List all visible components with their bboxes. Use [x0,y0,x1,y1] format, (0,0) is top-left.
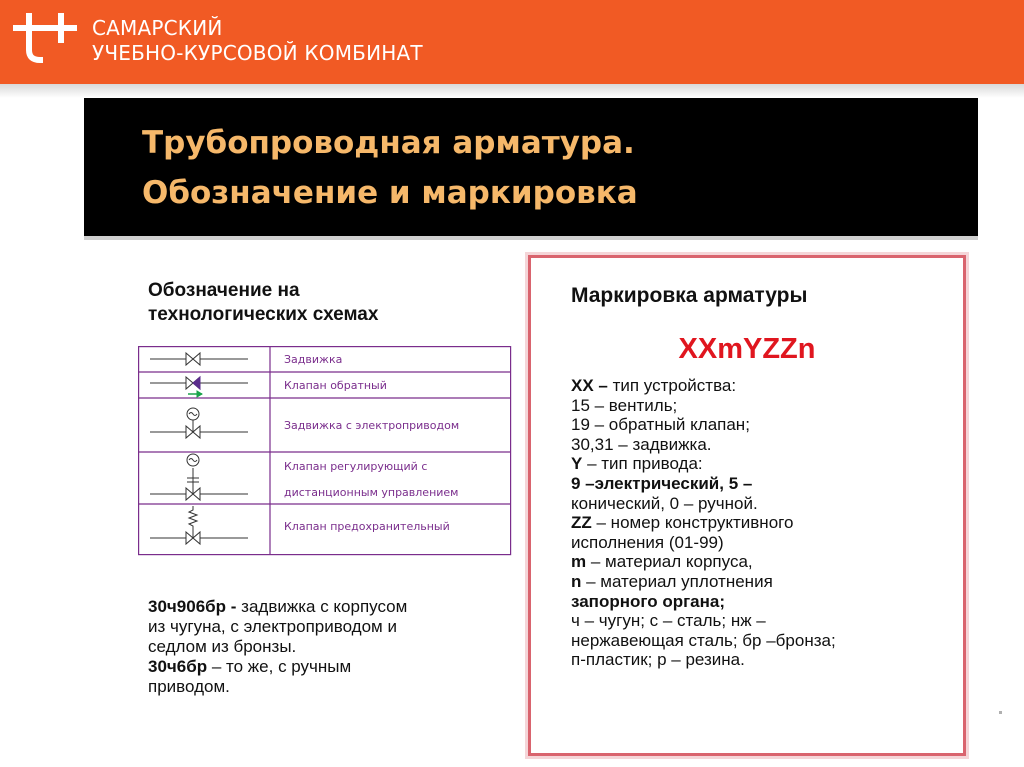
check-valve-icon [150,377,248,397]
marking-example-line5: приводом. [148,677,230,696]
marking-line: конический, 0 – ручной. [571,493,758,513]
marking-line: 19 – обратный клапан; [571,415,750,435]
valve-symbol-table [138,346,512,556]
marking-line [571,454,956,474]
decorative-dot [999,711,1002,714]
marking-example [148,597,518,697]
marking-example-text: – то же, с ручным [207,657,352,676]
marking-key: запорного органа; [571,591,726,611]
marking-line: ч – чугун; с – сталь; нж – [571,611,766,631]
title-band [84,98,978,236]
header-bar [0,0,1024,84]
marking-code-2: 30ч6бр [148,657,208,676]
slide-title-line1: Трубопроводная арматура. [142,125,635,161]
marking-value: – материал корпуса, [586,552,753,572]
marking-key: XX – [571,376,608,395]
marking-key: ZZ [571,513,592,533]
designation-heading-line2: технологических схемах [148,304,379,325]
marking-panel [528,255,966,756]
marking-example-text: задвижка с корпусом [236,597,408,616]
marking-line: нержавеющая сталь; бр –бронза; [571,630,836,650]
control-valve-icon [150,454,248,500]
symbol-label-gate-valve: Задвижка [284,353,343,366]
marking-example-line2: из чугуна, с электроприводом и [148,617,397,636]
marking-code-1: 30ч906бр - [148,597,237,616]
marking-explanation [571,376,956,670]
marking-key: Y [571,454,583,474]
designation-heading [148,279,378,327]
marking-example-line3: седлом из бронзы. [148,637,297,656]
marking-key: n [571,571,582,591]
marking-value: – материал уплотнения [581,571,773,591]
marking-value: – тип привода: [582,454,703,474]
motorized-gate-valve-icon [150,408,248,438]
organization-name [92,16,423,66]
symbol-label-control-valve-line2: дистанционным управлением [284,486,459,499]
symbol-label-motorized-gate-valve: Задвижка с электроприводом [284,419,460,432]
marking-example-line4 [148,657,518,677]
marking-heading: Маркировка арматуры [571,284,808,307]
slide-title-line2: Обозначение и маркировка [142,175,638,211]
marking-line [571,474,956,494]
marking-value: – номер конструктивного [591,513,794,533]
marking-line: п-пластик; р – резина. [571,650,745,670]
organization-name-line1: САМАРСКИЙ [92,16,223,40]
designation-heading-line1: Обозначение на [148,280,300,301]
double-cross-logo-icon [12,12,78,66]
marking-line: 15 – вентиль; [571,395,678,415]
marking-line: 30,31 – задвижка. [571,434,712,454]
marking-line [571,572,956,592]
safety-valve-icon [150,506,248,544]
marking-formula: XXmYZZn [678,333,816,365]
marking-line [571,513,956,533]
symbol-label-safety-valve: Клапан предохранительный [284,520,450,533]
marking-line: исполнения (01-99) [571,532,724,552]
marking-example-line1 [148,597,518,617]
title-band-underline [84,236,978,240]
symbol-label-check-valve: Клапан обратный [284,379,387,392]
marking-key: m [571,552,587,572]
organization-name-line2: УЧЕБНО-КУРСОВОЙ КОМБИНАТ [92,41,423,65]
header-shadow [0,84,1024,98]
gate-valve-icon [150,353,248,365]
marking-value: тип устройства: [607,376,737,395]
marking-line [571,376,956,396]
marking-line [571,552,956,572]
marking-line [571,592,956,612]
marking-key: 9 –электрический, 5 – [571,473,753,493]
symbol-label-control-valve-line1: Клапан регулирующий с [284,460,428,473]
slide-title [142,118,638,218]
